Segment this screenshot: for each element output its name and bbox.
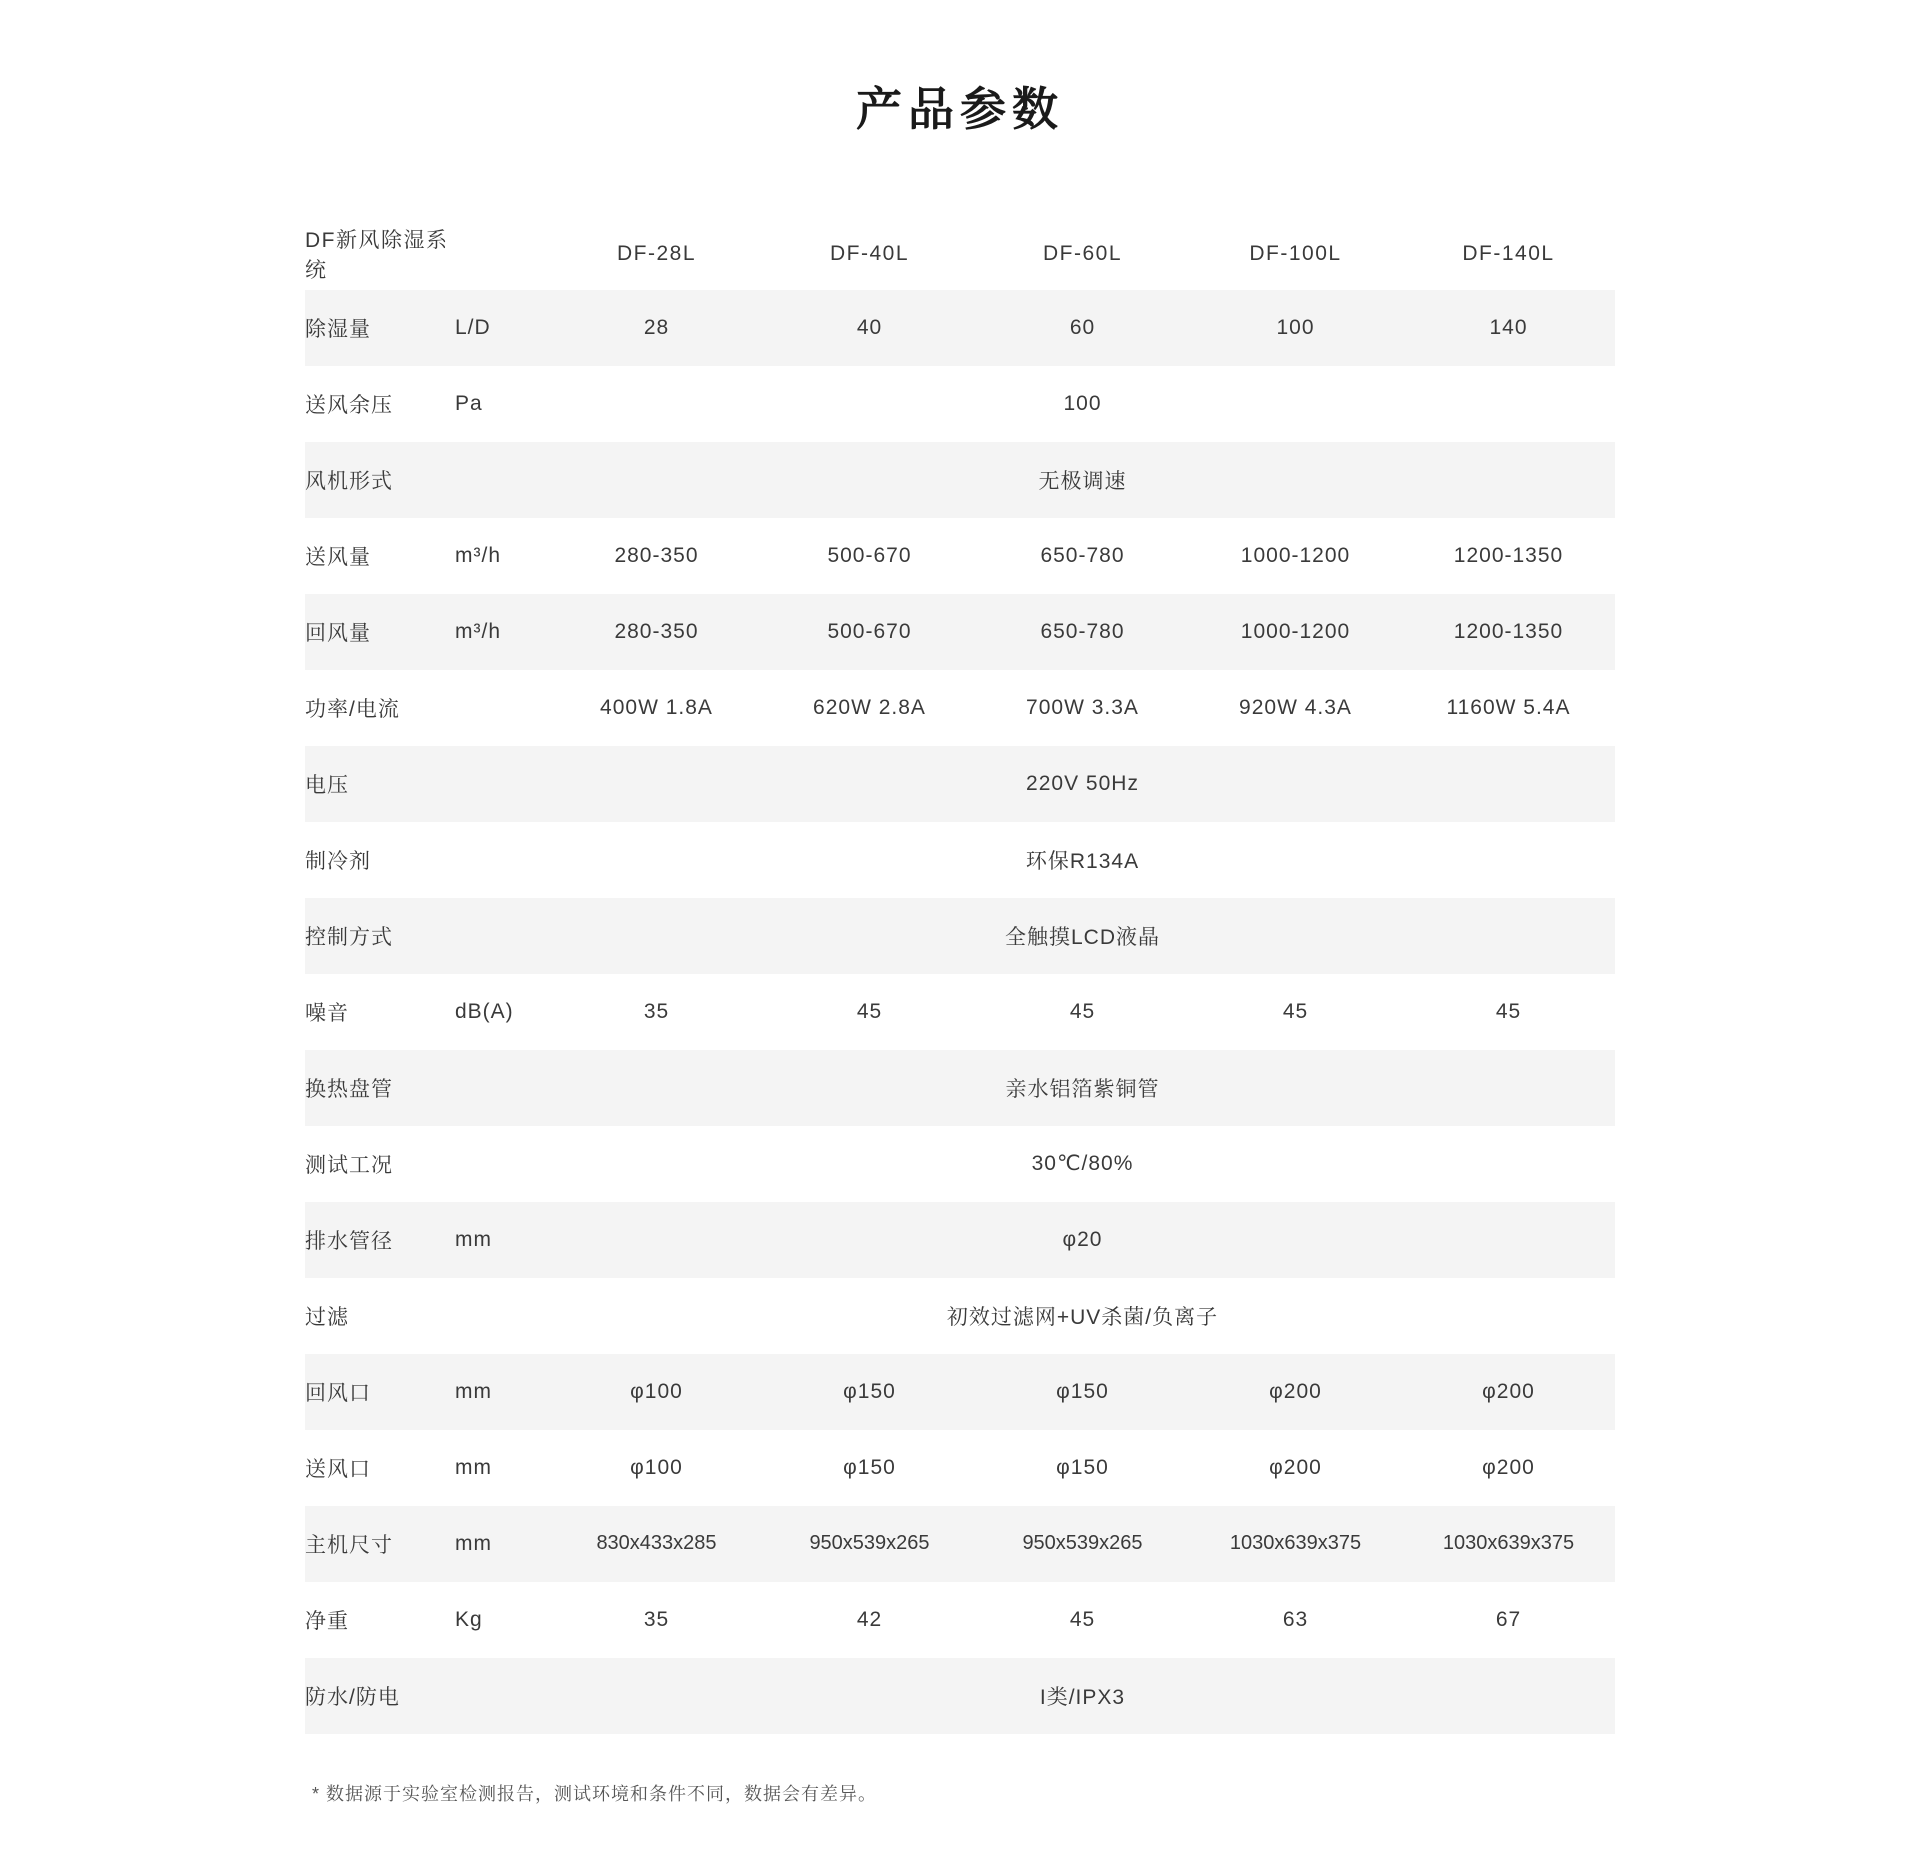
row-value: 40 (856, 315, 883, 339)
row-label: 回风量 (305, 621, 371, 645)
row-unit: Kg (455, 1607, 483, 1631)
table-row (305, 518, 1615, 594)
row-label: 控制方式 (305, 925, 393, 949)
table-row (305, 670, 1615, 746)
table-row (305, 822, 1615, 898)
model-header-5: DF-140L (1462, 241, 1555, 265)
row-unit: mm (455, 1379, 492, 1403)
row-unit (455, 1278, 550, 1354)
row-value: φ200 (1269, 1379, 1322, 1403)
row-value: 650-780 (1040, 619, 1125, 643)
row-merged-value: I类/IPX3 (1039, 1685, 1126, 1709)
row-value: 700W 3.3A (1026, 695, 1139, 719)
row-label: 送风余压 (305, 393, 393, 417)
row-value: 500-670 (827, 543, 912, 567)
row-value: 45 (1282, 999, 1309, 1023)
row-value: 1200-1350 (1453, 619, 1564, 643)
row-value: 1000-1200 (1240, 619, 1351, 643)
table-row (305, 1658, 1615, 1734)
row-label: 电压 (305, 773, 349, 797)
row-label: 送风量 (305, 545, 371, 569)
row-unit (455, 898, 550, 974)
table-row (305, 1506, 1615, 1582)
row-unit: mm (455, 1227, 492, 1251)
table-row (305, 1050, 1615, 1126)
row-value: 45 (1069, 999, 1096, 1023)
row-merged-value: 亲水铝箔紫铜管 (1005, 1077, 1160, 1101)
row-value: 35 (643, 999, 670, 1023)
table-row (305, 1582, 1615, 1658)
row-unit (455, 822, 550, 898)
row-value: φ150 (1056, 1379, 1109, 1403)
row-label: 排水管径 (305, 1229, 393, 1253)
row-value: 950x539x265 (809, 1532, 930, 1555)
table-row (305, 366, 1615, 442)
row-unit (455, 670, 550, 746)
row-value: 830x433x285 (596, 1532, 717, 1555)
table-row (305, 290, 1615, 366)
row-value: 1200-1350 (1453, 543, 1564, 567)
page-title: 产品参数 (856, 82, 1064, 135)
row-unit: L/D (455, 315, 491, 339)
row-merged-value: 全触摸LCD液晶 (1004, 925, 1160, 949)
row-value: 28 (643, 315, 670, 339)
row-label: 防水/防电 (305, 1685, 400, 1709)
row-value: 45 (1495, 999, 1522, 1023)
row-label: 除湿量 (305, 317, 371, 341)
row-value: φ100 (630, 1379, 683, 1403)
row-merged-value: 220V 50Hz (1026, 771, 1139, 795)
row-value: 140 (1489, 315, 1528, 339)
spec-table (305, 218, 1615, 1734)
table-row (305, 746, 1615, 822)
row-merged-value: φ20 (1062, 1227, 1103, 1251)
table-row (305, 1354, 1615, 1430)
spec-table-body (305, 218, 1615, 1734)
table-header-row (305, 218, 1615, 290)
row-value: 45 (1069, 1607, 1096, 1631)
row-label: 功率/电流 (305, 697, 400, 721)
row-value: 1000-1200 (1240, 543, 1351, 567)
row-unit: mm (455, 1455, 492, 1479)
row-unit: mm (455, 1531, 492, 1555)
model-header-2: DF-40L (829, 241, 910, 265)
row-unit: m³/h (455, 543, 501, 567)
row-unit: Pa (455, 391, 483, 415)
row-merged-value: 初效过滤网+UV杀菌/负离子 (946, 1305, 1219, 1329)
row-value: 400W 1.8A (600, 695, 713, 719)
row-unit (455, 746, 550, 822)
row-value: 63 (1282, 1607, 1309, 1631)
row-value: 920W 4.3A (1239, 695, 1352, 719)
row-value: 60 (1069, 315, 1096, 339)
row-value: 650-780 (1040, 543, 1125, 567)
table-row (305, 1202, 1615, 1278)
table-row (305, 898, 1615, 974)
row-unit (455, 1050, 550, 1126)
row-value: 620W 2.8A (813, 695, 926, 719)
row-merged-value: 环保R134A (1025, 849, 1140, 873)
table-row (305, 442, 1615, 518)
row-value: 1030x639x375 (1229, 1532, 1362, 1555)
row-value: 35 (643, 1607, 670, 1631)
model-header-4: DF-100L (1249, 241, 1342, 265)
row-value: φ150 (1056, 1455, 1109, 1479)
row-unit (455, 1658, 550, 1734)
row-value: φ200 (1482, 1455, 1535, 1479)
row-label: 制冷剂 (305, 849, 371, 873)
row-label: 送风口 (305, 1457, 371, 1481)
row-label: 净重 (305, 1609, 349, 1633)
row-unit (455, 1126, 550, 1202)
row-label: 主机尺寸 (305, 1533, 393, 1557)
row-value: 950x539x265 (1022, 1532, 1143, 1555)
row-value: φ100 (630, 1455, 683, 1479)
row-unit (455, 442, 550, 518)
row-merged-value: 100 (1063, 391, 1102, 415)
row-value: φ150 (843, 1379, 896, 1403)
model-header-1: DF-28L (616, 241, 697, 265)
row-value: 1160W 5.4A (1446, 695, 1571, 719)
row-value: 280-350 (614, 543, 699, 567)
row-label: 噪音 (305, 1001, 349, 1025)
footnote: * 数据源于实验室检测报告，测试环境和条件不同，数据会有差异。 (312, 1783, 878, 1804)
row-label: 回风口 (305, 1381, 371, 1405)
row-label: 过滤 (305, 1305, 349, 1329)
table-row (305, 974, 1615, 1050)
row-unit: m³/h (455, 619, 501, 643)
row-value: 67 (1495, 1607, 1522, 1631)
model-header-3: DF-60L (1042, 241, 1123, 265)
spec-page (0, 31, 1920, 1806)
row-value: 280-350 (614, 619, 699, 643)
row-label: 测试工况 (305, 1153, 393, 1177)
row-value: 500-670 (827, 619, 912, 643)
row-merged-value: 无极调速 (1038, 469, 1127, 493)
row-unit: dB(A) (455, 999, 514, 1023)
row-value: 45 (856, 999, 883, 1023)
spec-table-container (305, 180, 1615, 1734)
table-row (305, 1430, 1615, 1506)
table-row (305, 594, 1615, 670)
series-label: DF新风除湿系统 (305, 228, 449, 282)
table-row (305, 1126, 1615, 1202)
row-value: 42 (856, 1607, 883, 1631)
row-value: 100 (1276, 315, 1315, 339)
row-value: φ200 (1269, 1455, 1322, 1479)
table-row (305, 1278, 1615, 1354)
row-value: φ150 (843, 1455, 896, 1479)
row-merged-value: 30℃/80% (1031, 1152, 1134, 1176)
row-label: 风机形式 (305, 469, 393, 493)
row-label: 换热盘管 (305, 1077, 393, 1101)
row-value: 1030x639x375 (1442, 1532, 1575, 1555)
header-unit-cell (455, 218, 550, 290)
row-value: φ200 (1482, 1379, 1535, 1403)
